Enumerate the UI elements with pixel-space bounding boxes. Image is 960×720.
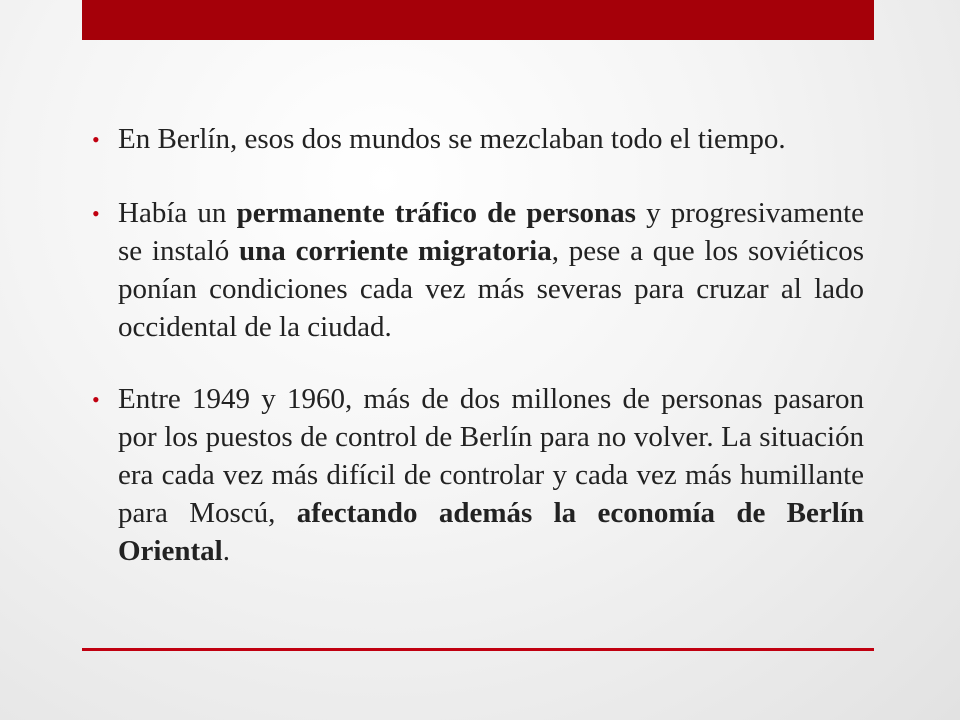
text-run: Entre 1949 y 1960, más de dos millones de personas pasaron por los puestos de control de Berlín para no volver. La situación era cada vez más difícil de controlar y cada vez más humillante para Moscú, — [118, 383, 864, 529]
bullet-icon: • — [92, 127, 100, 152]
text-run: En Berlín, esos dos mundos se mezclaban todo el tiempo. — [118, 123, 786, 155]
bullet-icon: • — [92, 387, 100, 412]
bullet-icon: • — [92, 201, 100, 226]
text-run: . — [222, 535, 230, 567]
bullet-item — [90, 194, 864, 346]
slide-body — [90, 120, 864, 604]
header-band — [82, 0, 874, 40]
bullet-text — [118, 194, 864, 346]
bold-text-run: una corriente migratoria — [239, 235, 552, 267]
text-run: , pese a que los soviéticos ponían condiciones cada vez más severas para cruzar al lado occidental de la ciudad. — [118, 235, 864, 343]
bullet-item — [90, 380, 864, 570]
bullet-text — [118, 120, 864, 158]
bold-text-run: permanente tráfico de personas — [236, 197, 636, 229]
text-run: Había un — [118, 197, 237, 229]
text-run: y progresivamente se instaló — [118, 197, 864, 267]
bold-text-run: afectando además la economía de Berlín Oriental — [118, 497, 864, 567]
footer-rule — [82, 648, 874, 651]
bullet-item — [90, 120, 864, 160]
bullet-text — [118, 380, 864, 570]
